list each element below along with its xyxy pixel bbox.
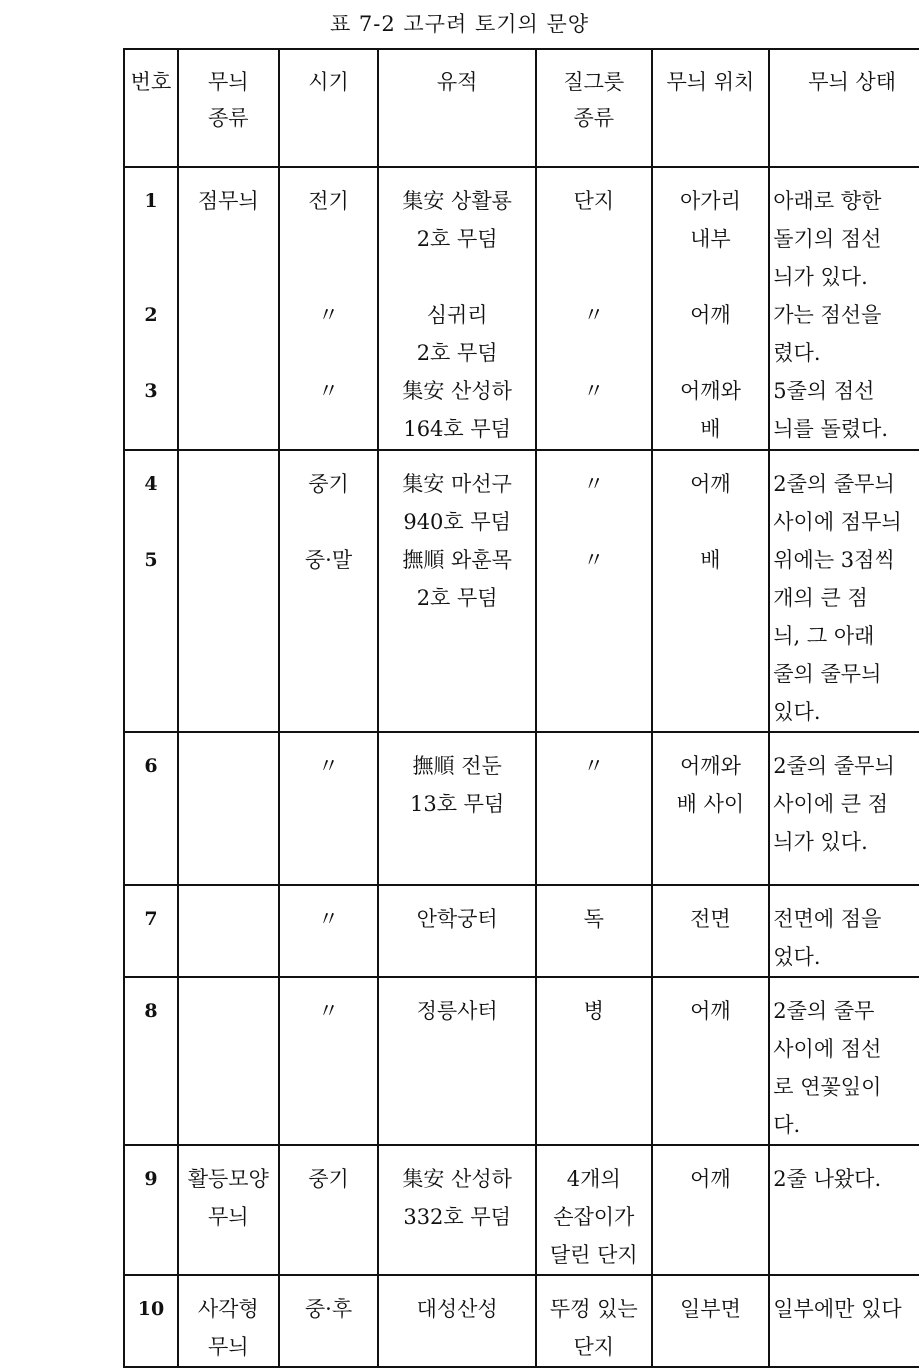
header-vessel-type: 질그릇 종류 bbox=[536, 49, 652, 167]
table-row bbox=[124, 1145, 919, 1275]
cell-row-number: 5 bbox=[124, 541, 178, 732]
cell-pattern-kind: 활등모양 무늬 bbox=[178, 1145, 279, 1275]
cell-period: 〃 bbox=[279, 296, 379, 372]
cell-row-number: 4 bbox=[124, 450, 178, 541]
table-row bbox=[124, 977, 919, 1145]
cell-row-number: 8 bbox=[124, 977, 178, 1145]
cell-pattern-state: 2줄의 줄무늬 사이에 큰 점 늬가 있다. bbox=[769, 732, 919, 885]
cell-pattern-kind: 점무늬 bbox=[178, 167, 279, 296]
cell-pattern-kind: 사각형 무늬 bbox=[178, 1275, 279, 1367]
cell-site: 심귀리 2호 무덤 bbox=[378, 296, 536, 372]
cell-pattern-kind bbox=[178, 885, 279, 977]
cell-row-number: 7 bbox=[124, 885, 178, 977]
cell-vessel-type: 〃 bbox=[536, 541, 652, 732]
cell-site: 集安 마선구 940호 무덤 bbox=[378, 450, 536, 541]
cell-pattern-position: 일부면 bbox=[652, 1275, 770, 1367]
cell-vessel-type: 〃 bbox=[536, 296, 652, 372]
cell-pattern-position: 전면 bbox=[652, 885, 770, 977]
cell-pattern-kind bbox=[178, 977, 279, 1145]
cell-vessel-type: 독 bbox=[536, 885, 652, 977]
header-pattern-position: 무늬 위치 bbox=[652, 49, 770, 167]
header-period: 시기 bbox=[279, 49, 379, 167]
cell-pattern-position: 어깨 bbox=[652, 450, 770, 541]
cell-vessel-type: 〃 bbox=[536, 732, 652, 885]
cell-pattern-kind bbox=[178, 372, 279, 450]
cell-period: 중기 bbox=[279, 450, 379, 541]
cell-vessel-type: 병 bbox=[536, 977, 652, 1145]
cell-row-number: 9 bbox=[124, 1145, 178, 1275]
cell-pattern-position: 어깨 bbox=[652, 1145, 770, 1275]
table-row bbox=[124, 167, 919, 296]
cell-pattern-position: 어깨와 배 사이 bbox=[652, 732, 770, 885]
cell-pattern-state: 5줄의 점선 늬를 돌렸다. bbox=[769, 372, 919, 450]
cell-vessel-type: 4개의 손잡이가 달린 단지 bbox=[536, 1145, 652, 1275]
cell-pattern-position: 어깨 bbox=[652, 296, 770, 372]
header-number: 번호 bbox=[124, 49, 178, 167]
table-title: 표 7-2 고구려 토기의 문양 bbox=[329, 12, 590, 36]
table-row bbox=[124, 450, 919, 541]
header-row bbox=[124, 49, 919, 167]
cell-pattern-position: 배 bbox=[652, 541, 770, 732]
table-row bbox=[124, 732, 919, 885]
cell-pattern-position: 어깨와 배 bbox=[652, 372, 770, 450]
cell-pattern-kind bbox=[178, 450, 279, 541]
cell-vessel-type: 단지 bbox=[536, 167, 652, 296]
cell-site: 대성산성 bbox=[378, 1275, 536, 1367]
cell-vessel-type: 〃 bbox=[536, 450, 652, 541]
table-row bbox=[124, 541, 919, 732]
cell-pattern-kind bbox=[178, 296, 279, 372]
cell-site: 撫順 와훈목 2호 무덤 bbox=[378, 541, 536, 732]
cell-pattern-state: 위에는 3점씩 개의 큰 점 늬, 그 아래 줄의 줄무늬 있다. bbox=[769, 541, 919, 732]
cell-period: 중·후 bbox=[279, 1275, 379, 1367]
cell-pattern-kind bbox=[178, 732, 279, 885]
cell-pattern-state: 2줄의 줄무 사이에 점선 로 연꽃잎이 다. bbox=[769, 977, 919, 1145]
cell-site: 撫順 전둔 13호 무덤 bbox=[378, 732, 536, 885]
table-row bbox=[124, 885, 919, 977]
cell-pattern-position: 어깨 bbox=[652, 977, 770, 1145]
cell-period: 중·말 bbox=[279, 541, 379, 732]
cell-pattern-state: 일부에만 있다 bbox=[769, 1275, 919, 1367]
cell-pattern-state: 전면에 점을 었다. bbox=[769, 885, 919, 977]
cell-site: 集安 상활룡 2호 무덤 bbox=[378, 167, 536, 296]
cell-period: 〃 bbox=[279, 732, 379, 885]
cell-pattern-state: 가는 점선을 렸다. bbox=[769, 296, 919, 372]
header-pattern-kind: 무늬 종류 bbox=[178, 49, 279, 167]
cell-period: 중기 bbox=[279, 1145, 379, 1275]
cell-row-number: 1 bbox=[124, 167, 178, 296]
cell-pattern-state: 2줄 나왔다. bbox=[769, 1145, 919, 1275]
cell-site: 集安 산성하 164호 무덤 bbox=[378, 372, 536, 450]
cell-pattern-position: 아가리 내부 bbox=[652, 167, 770, 296]
header-pattern-state: 무늬 상태 bbox=[769, 49, 919, 167]
cell-pattern-kind bbox=[178, 541, 279, 732]
cell-row-number: 6 bbox=[124, 732, 178, 885]
header-site: 유적 bbox=[378, 49, 536, 167]
cell-row-number: 10 bbox=[124, 1275, 178, 1367]
cell-period: 〃 bbox=[279, 977, 379, 1145]
cell-site: 集安 산성하 332호 무덤 bbox=[378, 1145, 536, 1275]
cell-site: 정릉사터 bbox=[378, 977, 536, 1145]
table-row bbox=[124, 296, 919, 372]
table-row bbox=[124, 1275, 919, 1367]
table-row bbox=[124, 372, 919, 450]
cell-vessel-type: 뚜껑 있는 단지 bbox=[536, 1275, 652, 1367]
pottery-pattern-table bbox=[123, 48, 919, 1368]
cell-pattern-state: 2줄의 줄무늬 사이에 점무늬 bbox=[769, 450, 919, 541]
cell-period: 전기 bbox=[279, 167, 379, 296]
cell-period: 〃 bbox=[279, 885, 379, 977]
cell-row-number: 3 bbox=[124, 372, 178, 450]
cell-period: 〃 bbox=[279, 372, 379, 450]
cell-row-number: 2 bbox=[124, 296, 178, 372]
cell-site: 안학궁터 bbox=[378, 885, 536, 977]
cell-pattern-state: 아래로 향한 돌기의 점선 늬가 있다. bbox=[769, 167, 919, 296]
cell-vessel-type: 〃 bbox=[536, 372, 652, 450]
